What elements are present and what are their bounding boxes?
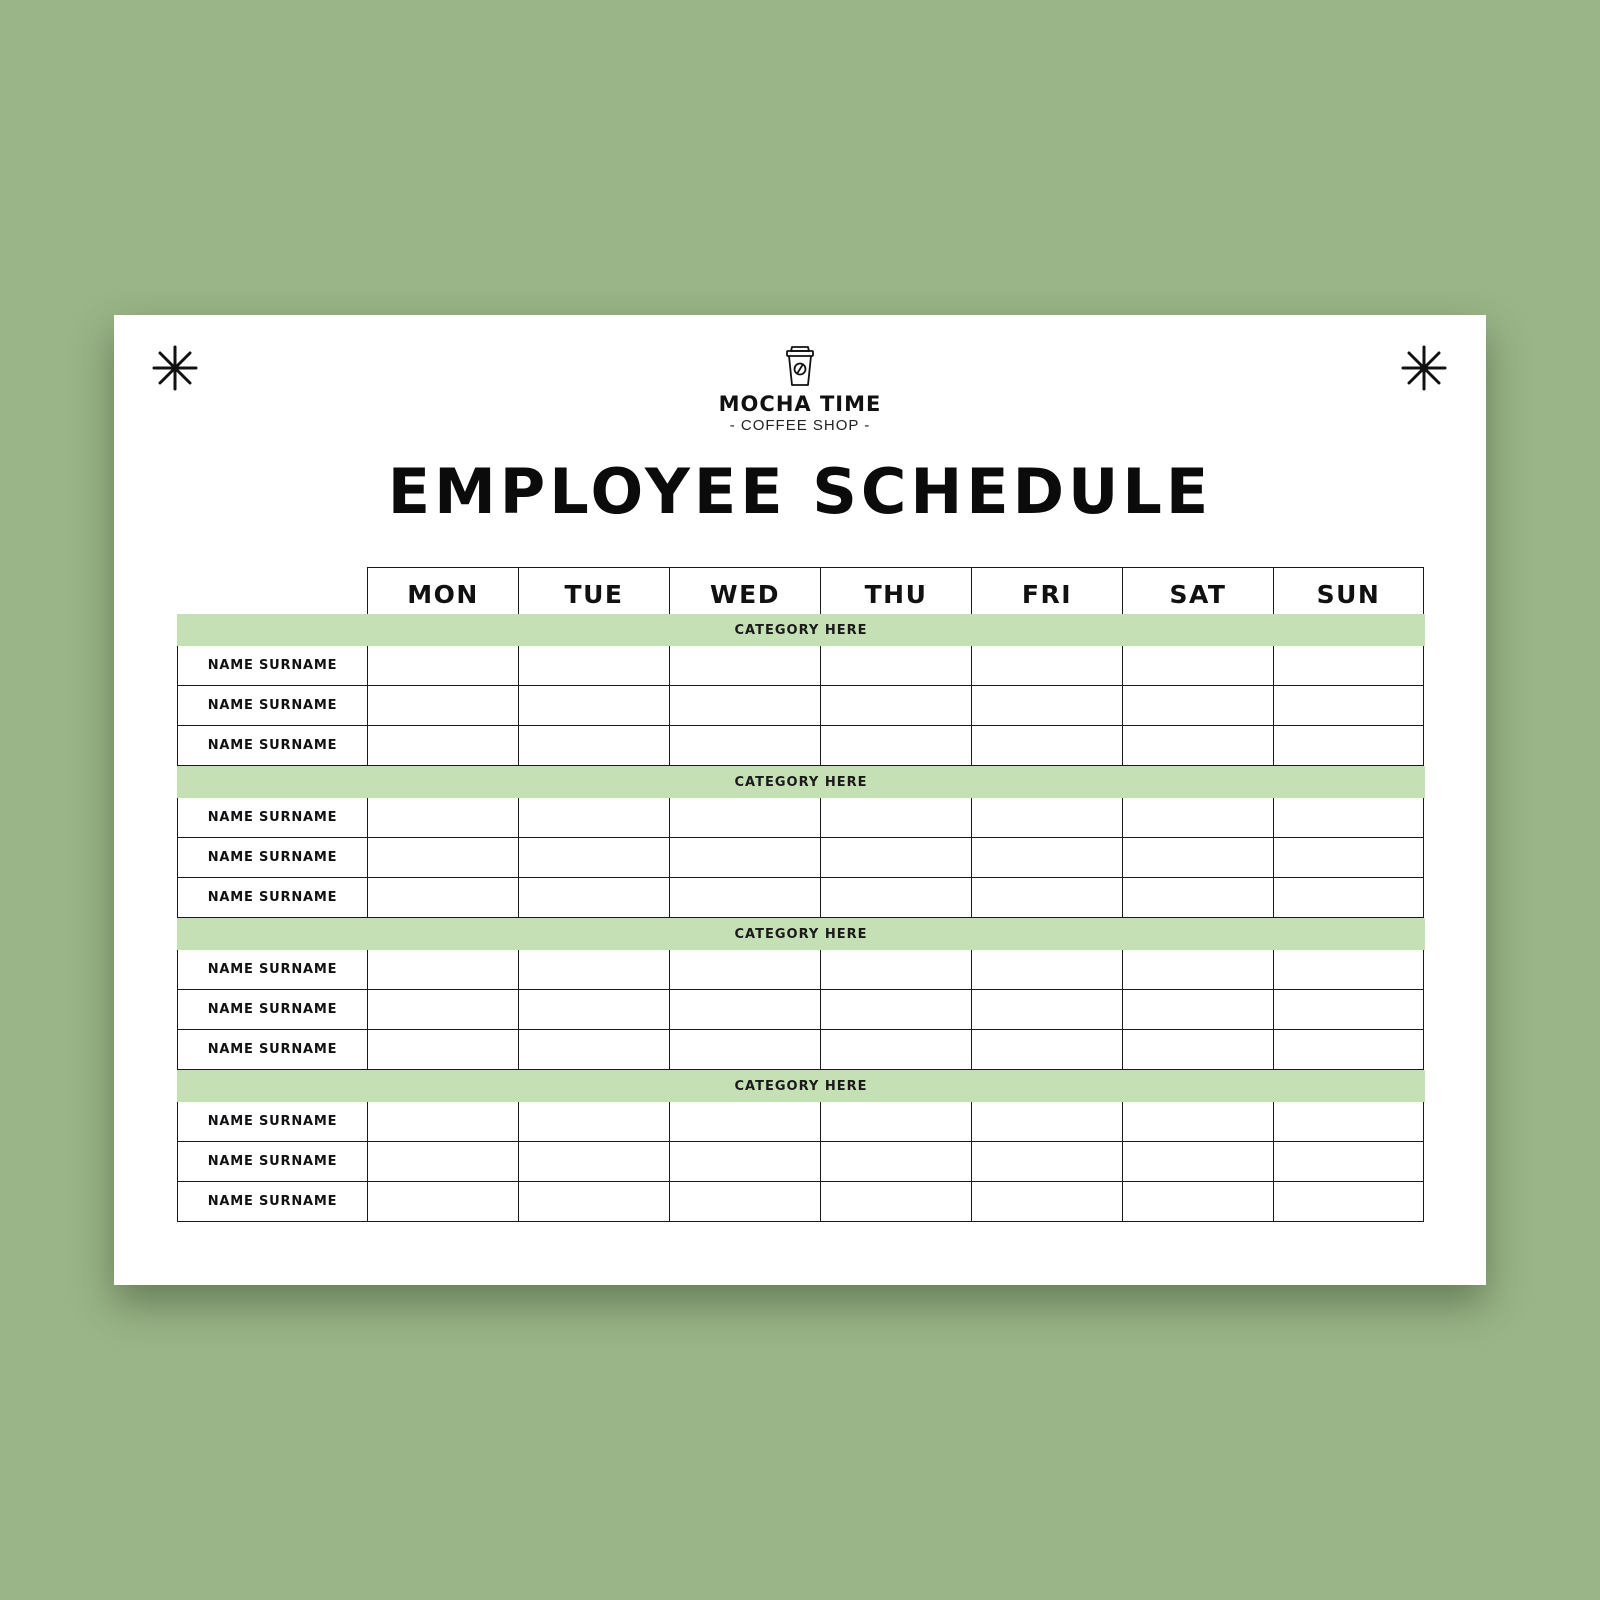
employee-row: [177, 1030, 1425, 1070]
shift-cell-thu[interactable]: [820, 726, 971, 766]
day-header-thu: THU: [820, 567, 971, 614]
day-header-fri: FRI: [971, 567, 1122, 614]
employee-row: [177, 950, 1425, 990]
shift-cell-sat[interactable]: [1122, 1102, 1273, 1142]
employee-name: NAME SURNAME: [177, 646, 367, 686]
shift-cell-sun[interactable]: [1273, 726, 1424, 766]
shift-cell-fri[interactable]: [971, 1030, 1122, 1070]
shift-cell-mon[interactable]: [367, 1030, 518, 1070]
brand-name: MOCHA TIME: [718, 392, 882, 416]
shift-cell-sun[interactable]: [1273, 1102, 1424, 1142]
shift-cell-sun[interactable]: [1273, 878, 1424, 918]
day-header-sun: SUN: [1273, 567, 1424, 614]
shift-cell-sat[interactable]: [1122, 646, 1273, 686]
employee-row: [177, 1182, 1425, 1222]
shift-cell-thu[interactable]: [820, 798, 971, 838]
shift-cell-mon[interactable]: [367, 726, 518, 766]
shift-cell-wed[interactable]: [669, 726, 820, 766]
shift-cell-sat[interactable]: [1122, 950, 1273, 990]
day-header-wed: WED: [669, 567, 820, 614]
shift-cell-tue[interactable]: [518, 726, 669, 766]
employee-row: [177, 990, 1425, 1030]
shift-cell-sat[interactable]: [1122, 1142, 1273, 1182]
shift-cell-thu[interactable]: [820, 686, 971, 726]
shift-cell-tue[interactable]: [518, 990, 669, 1030]
shift-cell-sat[interactable]: [1122, 1030, 1273, 1070]
shift-cell-mon[interactable]: [367, 838, 518, 878]
day-header-sat: SAT: [1122, 567, 1273, 614]
shift-cell-sat[interactable]: [1122, 798, 1273, 838]
employee-row: [177, 686, 1425, 726]
employee-name: NAME SURNAME: [177, 686, 367, 726]
shift-cell-fri[interactable]: [971, 1182, 1122, 1222]
shift-cell-sun[interactable]: [1273, 686, 1424, 726]
shift-cell-tue[interactable]: [518, 1142, 669, 1182]
shift-cell-fri[interactable]: [971, 990, 1122, 1030]
shift-cell-thu[interactable]: [820, 950, 971, 990]
shift-cell-sun[interactable]: [1273, 1182, 1424, 1222]
shift-cell-mon[interactable]: [367, 1142, 518, 1182]
shift-cell-sun[interactable]: [1273, 838, 1424, 878]
shift-cell-mon[interactable]: [367, 798, 518, 838]
shift-cell-thu[interactable]: [820, 878, 971, 918]
shift-cell-sat[interactable]: [1122, 838, 1273, 878]
employee-row: [177, 878, 1425, 918]
shift-cell-tue[interactable]: [518, 950, 669, 990]
shift-cell-fri[interactable]: [971, 878, 1122, 918]
employee-row: [177, 726, 1425, 766]
shift-cell-wed[interactable]: [669, 686, 820, 726]
category-band: CATEGORY HERE: [177, 614, 1425, 646]
shift-cell-tue[interactable]: [518, 1102, 669, 1142]
shift-cell-wed[interactable]: [669, 1182, 820, 1222]
shift-cell-fri[interactable]: [971, 798, 1122, 838]
shift-cell-fri[interactable]: [971, 1142, 1122, 1182]
shift-cell-mon[interactable]: [367, 878, 518, 918]
shift-cell-sat[interactable]: [1122, 878, 1273, 918]
day-header-row: [177, 567, 1425, 614]
shift-cell-mon[interactable]: [367, 1102, 518, 1142]
shift-cell-wed[interactable]: [669, 1142, 820, 1182]
coffee-cup-icon: [782, 345, 818, 387]
shift-cell-fri[interactable]: [971, 838, 1122, 878]
shift-cell-thu[interactable]: [820, 1102, 971, 1142]
employee-name: NAME SURNAME: [177, 878, 367, 918]
shift-cell-sun[interactable]: [1273, 990, 1424, 1030]
shift-cell-fri[interactable]: [971, 646, 1122, 686]
employee-name: NAME SURNAME: [177, 838, 367, 878]
shift-cell-tue[interactable]: [518, 1030, 669, 1070]
category-band: CATEGORY HERE: [177, 1070, 1425, 1102]
page-title: EMPLOYEE SCHEDULE: [387, 455, 1213, 528]
shift-cell-tue[interactable]: [518, 646, 669, 686]
schedule-table: [177, 567, 1425, 1222]
shift-cell-wed[interactable]: [669, 838, 820, 878]
employee-name: NAME SURNAME: [177, 950, 367, 990]
shift-cell-tue[interactable]: [518, 686, 669, 726]
brand-tagline: - COFFEE SHOP -: [729, 417, 871, 434]
shift-cell-wed[interactable]: [669, 1030, 820, 1070]
shift-cell-thu[interactable]: [820, 990, 971, 1030]
shift-cell-thu[interactable]: [820, 1030, 971, 1070]
employee-name: NAME SURNAME: [177, 990, 367, 1030]
shift-cell-mon[interactable]: [367, 1182, 518, 1222]
employee-name: NAME SURNAME: [177, 1030, 367, 1070]
employee-row: [177, 798, 1425, 838]
schedule-sheet: [114, 315, 1486, 1285]
shift-cell-sat[interactable]: [1122, 990, 1273, 1030]
shift-cell-sun[interactable]: [1273, 1142, 1424, 1182]
shift-cell-wed[interactable]: [669, 646, 820, 686]
employee-row: [177, 646, 1425, 686]
shift-cell-wed[interactable]: [669, 1102, 820, 1142]
shift-cell-fri[interactable]: [971, 726, 1122, 766]
shift-cell-tue[interactable]: [518, 878, 669, 918]
shift-cell-wed[interactable]: [669, 798, 820, 838]
shift-cell-thu[interactable]: [820, 646, 971, 686]
shift-cell-tue[interactable]: [518, 838, 669, 878]
shift-cell-sun[interactable]: [1273, 950, 1424, 990]
shift-cell-mon[interactable]: [367, 990, 518, 1030]
shift-cell-thu[interactable]: [820, 838, 971, 878]
category-band: CATEGORY HERE: [177, 766, 1425, 798]
header-corner: [177, 567, 367, 614]
shift-cell-mon[interactable]: [367, 646, 518, 686]
employee-row: [177, 1102, 1425, 1142]
shift-cell-sun[interactable]: [1273, 646, 1424, 686]
employee-name: NAME SURNAME: [177, 1182, 367, 1222]
day-header-mon: MON: [367, 567, 518, 614]
employee-name: NAME SURNAME: [177, 1142, 367, 1182]
shift-cell-wed[interactable]: [669, 990, 820, 1030]
employee-name: NAME SURNAME: [177, 1102, 367, 1142]
shift-cell-fri[interactable]: [971, 1102, 1122, 1142]
shift-cell-tue[interactable]: [518, 798, 669, 838]
shift-cell-wed[interactable]: [669, 950, 820, 990]
brand-logo: [114, 345, 1486, 435]
shift-cell-sat[interactable]: [1122, 726, 1273, 766]
shift-cell-thu[interactable]: [820, 1142, 971, 1182]
employee-name: NAME SURNAME: [177, 798, 367, 838]
employee-row: [177, 838, 1425, 878]
shift-cell-sun[interactable]: [1273, 1030, 1424, 1070]
day-header-tue: TUE: [518, 567, 669, 614]
category-band: CATEGORY HERE: [177, 918, 1425, 950]
shift-cell-tue[interactable]: [518, 1182, 669, 1222]
shift-cell-mon[interactable]: [367, 950, 518, 990]
shift-cell-fri[interactable]: [971, 950, 1122, 990]
employee-row: [177, 1142, 1425, 1182]
shift-cell-wed[interactable]: [669, 878, 820, 918]
shift-cell-thu[interactable]: [820, 1182, 971, 1222]
shift-cell-sat[interactable]: [1122, 686, 1273, 726]
shift-cell-mon[interactable]: [367, 686, 518, 726]
shift-cell-sat[interactable]: [1122, 1182, 1273, 1222]
shift-cell-sun[interactable]: [1273, 798, 1424, 838]
employee-name: NAME SURNAME: [177, 726, 367, 766]
shift-cell-fri[interactable]: [971, 686, 1122, 726]
